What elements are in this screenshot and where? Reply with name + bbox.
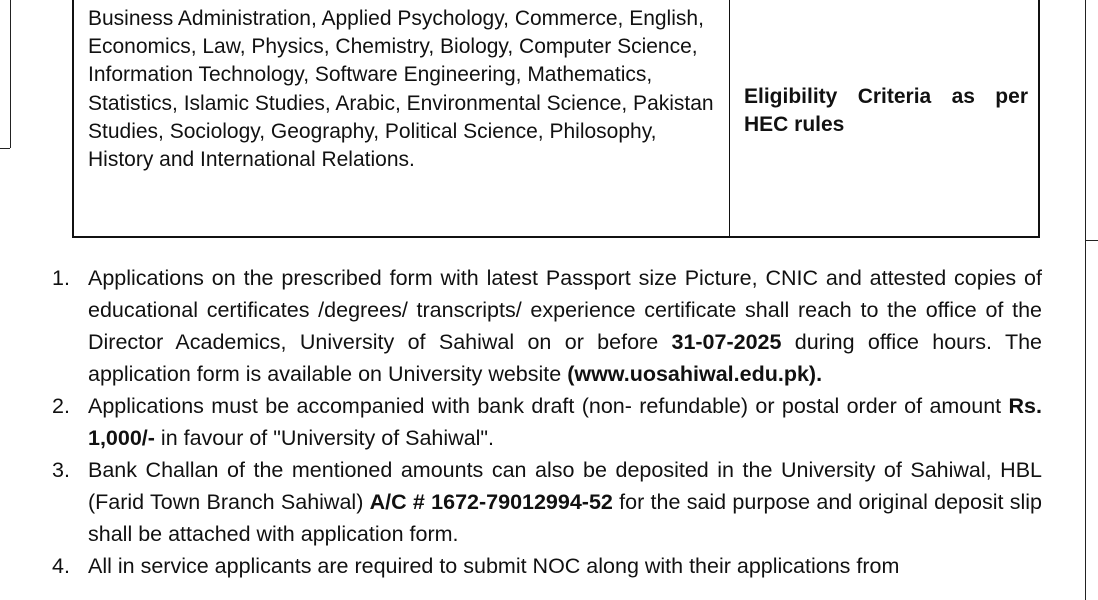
- item-number: 2.: [52, 394, 70, 418]
- list-item: [52, 550, 1042, 582]
- eligibility-table: [72, 0, 1040, 238]
- scan-border-left: [0, 0, 11, 148]
- item-text: [88, 262, 1042, 390]
- item-text-part: Applications on the prescribed form with latest Passport size Picture, CNIC and attested copies of educational certificates /degrees/ transcripts/ experience certificate shall reach to the office of the Director Academics, University of Sahiwal on or before: [88, 266, 1042, 354]
- instructions-list: [52, 262, 1042, 582]
- item-number: 4.: [52, 554, 70, 578]
- item-text: [88, 390, 1042, 454]
- item-text: [88, 454, 1042, 550]
- scan-border-right: [1085, 0, 1098, 600]
- scan-border-left-lower: [0, 148, 10, 149]
- item-text-part: in favour of "University of Sahiwal".: [154, 426, 495, 450]
- criteria-cell: [730, 0, 1038, 236]
- item-text-part: Applications must be accompanied with bank draft (non- refundable) or postal order of amount: [88, 394, 1009, 418]
- list-item: [52, 262, 1042, 390]
- fee-amount: Rs. 1,000/-: [88, 394, 1042, 450]
- scan-border-right-mid: [1086, 240, 1098, 241]
- list-item: [52, 390, 1042, 454]
- website-url: (www.uosahiwal.edu.pk).: [567, 362, 823, 386]
- deadline-date: 31-07-2025: [671, 330, 782, 354]
- list-item: [52, 454, 1042, 550]
- item-text-part: during office hours. The application form is available on University website: [88, 330, 1042, 386]
- item-number: 1.: [52, 266, 70, 290]
- item-number: 3.: [52, 458, 70, 482]
- subjects-cell: Business Administration, Applied Psychology, Commerce, English, Economics, Law, Physics, Chemistry, Biology, Computer Science, Information Technology, Software Engineering, Mathematics, Statistics, Islamic Studies, Arabic, Environmental Science, Pakistan Studies, Sociology, Geography, Political Science, Philosophy, History and International Relations.: [74, 0, 730, 236]
- item-text-part: for the said purpose and original deposit slip shall be attached with application form.: [88, 490, 1042, 546]
- item-text-part: All in service applicants are required to submit NOC along with their applications from: [88, 554, 900, 578]
- item-text: [88, 550, 1042, 582]
- item-text-part: Bank Challan of the mentioned amounts can also be deposited in the University of Sahiwal, HBL (Farid Town Branch Sahiwal): [88, 458, 1042, 514]
- criteria-text: Eligibility Criteria as per HEC rules: [744, 85, 1028, 136]
- account-number: A/C # 1672-79012994-52: [369, 490, 613, 514]
